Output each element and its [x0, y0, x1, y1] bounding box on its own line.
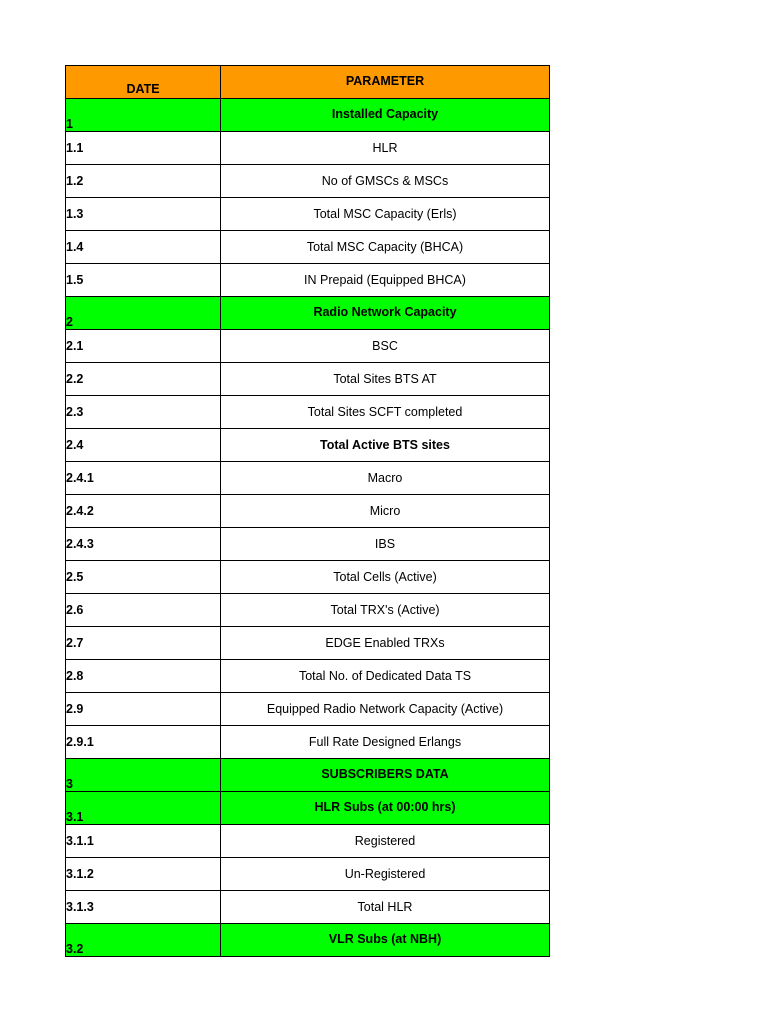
parameter-cell[interactable]: Total MSC Capacity (BHCA) [221, 231, 550, 264]
row-number-cell[interactable]: 3.1 [66, 792, 221, 825]
parameter-cell[interactable]: Total Active BTS sites [221, 429, 550, 462]
table-row [66, 495, 550, 528]
row-number-cell[interactable]: 2.6 [66, 594, 221, 627]
parameter-cell[interactable]: Macro [221, 462, 550, 495]
row-number-cell[interactable]: 2.9 [66, 693, 221, 726]
parameter-cell[interactable]: Total Sites SCFT completed [221, 396, 550, 429]
header-row [66, 66, 550, 99]
table-row [66, 726, 550, 759]
row-number-cell[interactable]: 3.1.3 [66, 891, 221, 924]
table-row [66, 891, 550, 924]
table-body [66, 66, 550, 957]
row-number-cell[interactable]: 2.2 [66, 363, 221, 396]
table-row [66, 330, 550, 363]
parameter-cell[interactable]: Total Sites BTS AT [221, 363, 550, 396]
parameter-cell[interactable]: Full Rate Designed Erlangs [221, 726, 550, 759]
header-parameter[interactable]: PARAMETER [221, 66, 550, 99]
row-number-cell[interactable]: 2.1 [66, 330, 221, 363]
parameter-cell[interactable]: No of GMSCs & MSCs [221, 165, 550, 198]
section-row [66, 759, 550, 792]
row-number-cell[interactable]: 2.4.1 [66, 462, 221, 495]
row-number-cell[interactable]: 3 [66, 759, 221, 792]
section-row [66, 99, 550, 132]
parameter-cell[interactable]: VLR Subs (at NBH) [221, 924, 550, 957]
table-row [66, 594, 550, 627]
row-number-cell[interactable]: 2.8 [66, 660, 221, 693]
row-number-cell[interactable]: 2.4.3 [66, 528, 221, 561]
parameter-cell[interactable]: BSC [221, 330, 550, 363]
row-number-cell[interactable]: 3.1.2 [66, 858, 221, 891]
row-number-cell[interactable]: 3.1.1 [66, 825, 221, 858]
section-row [66, 792, 550, 825]
table-row [66, 264, 550, 297]
row-number-cell[interactable]: 1 [66, 99, 221, 132]
parameter-cell[interactable]: IBS [221, 528, 550, 561]
table-row [66, 231, 550, 264]
table-row [66, 561, 550, 594]
parameter-cell[interactable]: HLR [221, 132, 550, 165]
parameter-cell[interactable]: Total HLR [221, 891, 550, 924]
table-row [66, 528, 550, 561]
row-number-cell[interactable]: 3.2 [66, 924, 221, 957]
header-date[interactable]: DATE [66, 66, 221, 99]
row-number-cell[interactable]: 2.4 [66, 429, 221, 462]
parameter-cell[interactable]: IN Prepaid (Equipped BHCA) [221, 264, 550, 297]
table-row [66, 825, 550, 858]
parameter-cell[interactable]: Micro [221, 495, 550, 528]
spreadsheet-table [65, 65, 550, 957]
parameter-cell[interactable]: EDGE Enabled TRXs [221, 627, 550, 660]
parameter-cell[interactable]: Un-Registered [221, 858, 550, 891]
section-row [66, 297, 550, 330]
parameter-cell[interactable]: Radio Network Capacity [221, 297, 550, 330]
table-row [66, 660, 550, 693]
row-number-cell[interactable]: 2.9.1 [66, 726, 221, 759]
table-row [66, 198, 550, 231]
parameter-cell[interactable]: Total No. of Dedicated Data TS [221, 660, 550, 693]
row-number-cell[interactable]: 2.5 [66, 561, 221, 594]
parameter-cell[interactable]: Total Cells (Active) [221, 561, 550, 594]
table-row [66, 693, 550, 726]
table-row [66, 627, 550, 660]
row-number-cell[interactable]: 2 [66, 297, 221, 330]
parameter-cell[interactable]: Installed Capacity [221, 99, 550, 132]
table-row [66, 462, 550, 495]
row-number-cell[interactable]: 1.4 [66, 231, 221, 264]
section-row [66, 924, 550, 957]
row-number-cell[interactable]: 1.2 [66, 165, 221, 198]
parameter-cell[interactable]: Equipped Radio Network Capacity (Active) [221, 693, 550, 726]
parameter-cell[interactable]: Total TRX's (Active) [221, 594, 550, 627]
table-row [66, 429, 550, 462]
row-number-cell[interactable]: 2.7 [66, 627, 221, 660]
table-row [66, 363, 550, 396]
table-row [66, 132, 550, 165]
row-number-cell[interactable]: 1.3 [66, 198, 221, 231]
table-row [66, 858, 550, 891]
row-number-cell[interactable]: 2.4.2 [66, 495, 221, 528]
row-number-cell[interactable]: 1.1 [66, 132, 221, 165]
row-number-cell[interactable]: 2.3 [66, 396, 221, 429]
parameter-cell[interactable]: Registered [221, 825, 550, 858]
table-row [66, 165, 550, 198]
parameter-cell[interactable]: HLR Subs (at 00:00 hrs) [221, 792, 550, 825]
row-number-cell[interactable]: 1.5 [66, 264, 221, 297]
parameter-cell[interactable]: SUBSCRIBERS DATA [221, 759, 550, 792]
table-row [66, 396, 550, 429]
parameter-cell[interactable]: Total MSC Capacity (Erls) [221, 198, 550, 231]
